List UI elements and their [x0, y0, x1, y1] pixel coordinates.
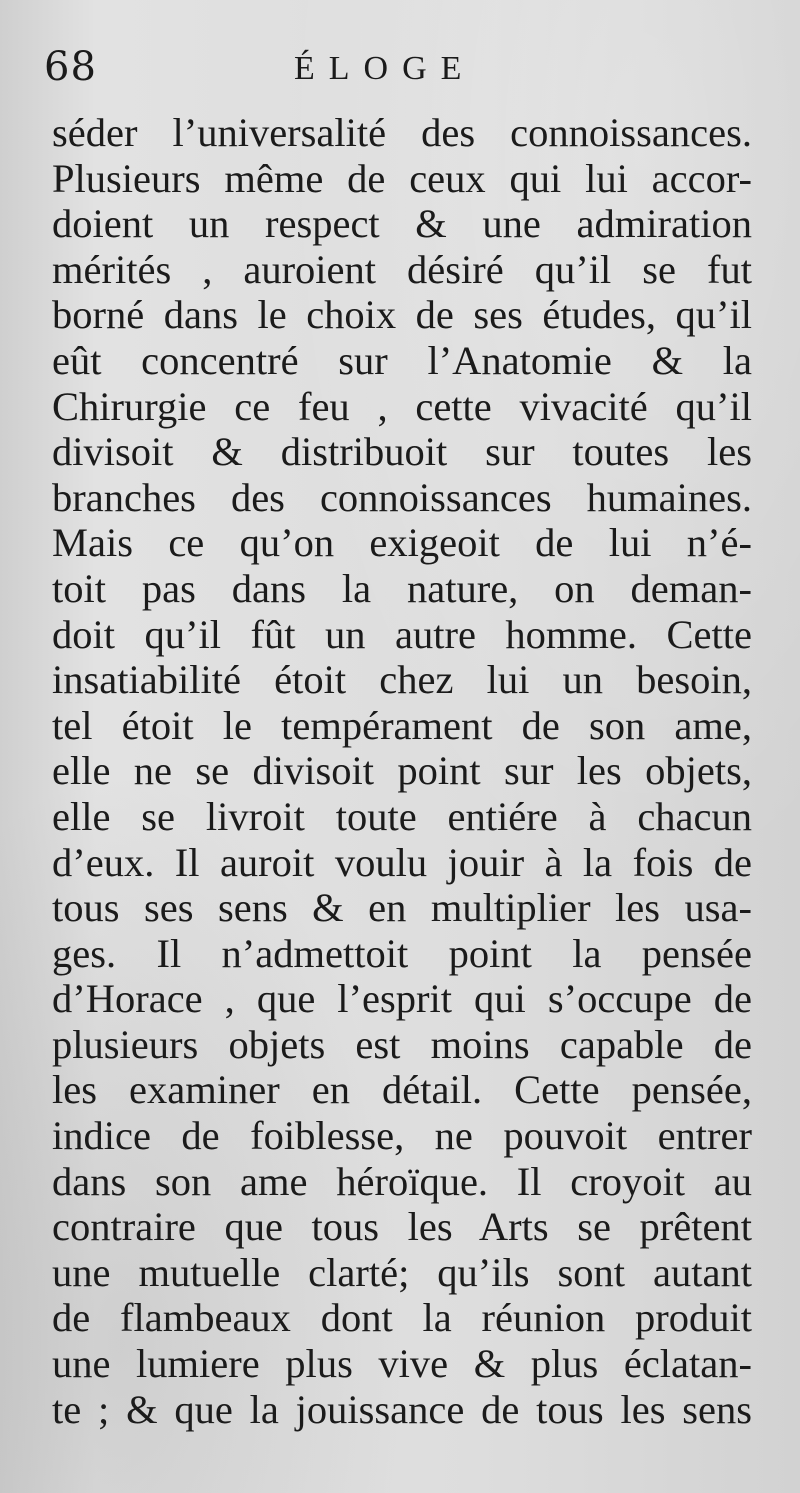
- text-line: contraire que tous les Arts se prêtent: [52, 1204, 752, 1250]
- text-line: doient un respect & une admiration: [52, 201, 752, 247]
- page-number: 68: [44, 44, 97, 90]
- text-line: doit qu’il fût un autre homme. Cette: [52, 611, 752, 657]
- text-line: une mutuelle clarté; qu’ils sont autant: [52, 1249, 752, 1295]
- text-line: insatiabilité étoit chez lui un besoin,: [52, 657, 752, 703]
- page-header: [44, 42, 764, 92]
- text-line: tel étoit le tempérament de son ame,: [52, 702, 752, 748]
- text-line: séder l’universalité des connoissances.: [52, 110, 752, 155]
- text-line: branches des connoissances humaines.: [52, 474, 752, 520]
- text-line: divisoit & distribuoit sur toutes les: [52, 429, 752, 475]
- text-line: Mais ce qu’on exigeoit de lui n’é-: [52, 520, 752, 566]
- body-text: [52, 110, 752, 1432]
- text-line: mérités , auroient désiré qu’il se fut: [52, 246, 752, 292]
- text-line: borné dans le choix de ses études, qu’il: [52, 292, 752, 338]
- text-line: elle se livroit toute entiére à chacun: [52, 793, 752, 839]
- text-line: Chirurgie ce feu , cette vivacité qu’il: [52, 383, 752, 429]
- text-line: elle ne se divisoit point sur les objets,: [52, 748, 752, 794]
- text-line: plusieurs objets est moins capable de: [52, 1021, 752, 1067]
- text-line: ges. Il n’admettoit point la pensée: [52, 930, 752, 976]
- text-line: toit pas dans la nature, on deman-: [52, 565, 752, 611]
- text-line: Plusieurs même de ceux qui lui accor-: [52, 155, 752, 201]
- text-line: eût concentré sur l’Anatomie & la: [52, 337, 752, 383]
- text-line: de flambeaux dont la réunion produit: [52, 1295, 752, 1341]
- text-line: les examiner en détail. Cette pensée,: [52, 1067, 752, 1113]
- text-line: tous ses sens & en multiplier les usa-: [52, 885, 752, 931]
- text-line: indice de foiblesse, ne pouvoit entrer: [52, 1113, 752, 1159]
- text-line: une lumiere plus vive & plus éclatan-: [52, 1341, 752, 1387]
- text-line: te ; & que la jouissance de tous les sens: [52, 1386, 752, 1432]
- text-line: dans son ame héroïque. Il croyoit au: [52, 1158, 752, 1204]
- running-head: ÉLOGE: [294, 50, 476, 87]
- text-line: d’Horace , que l’esprit qui s’occupe de: [52, 976, 752, 1022]
- text-line: d’eux. Il auroit voulu jouir à la fois de: [52, 839, 752, 885]
